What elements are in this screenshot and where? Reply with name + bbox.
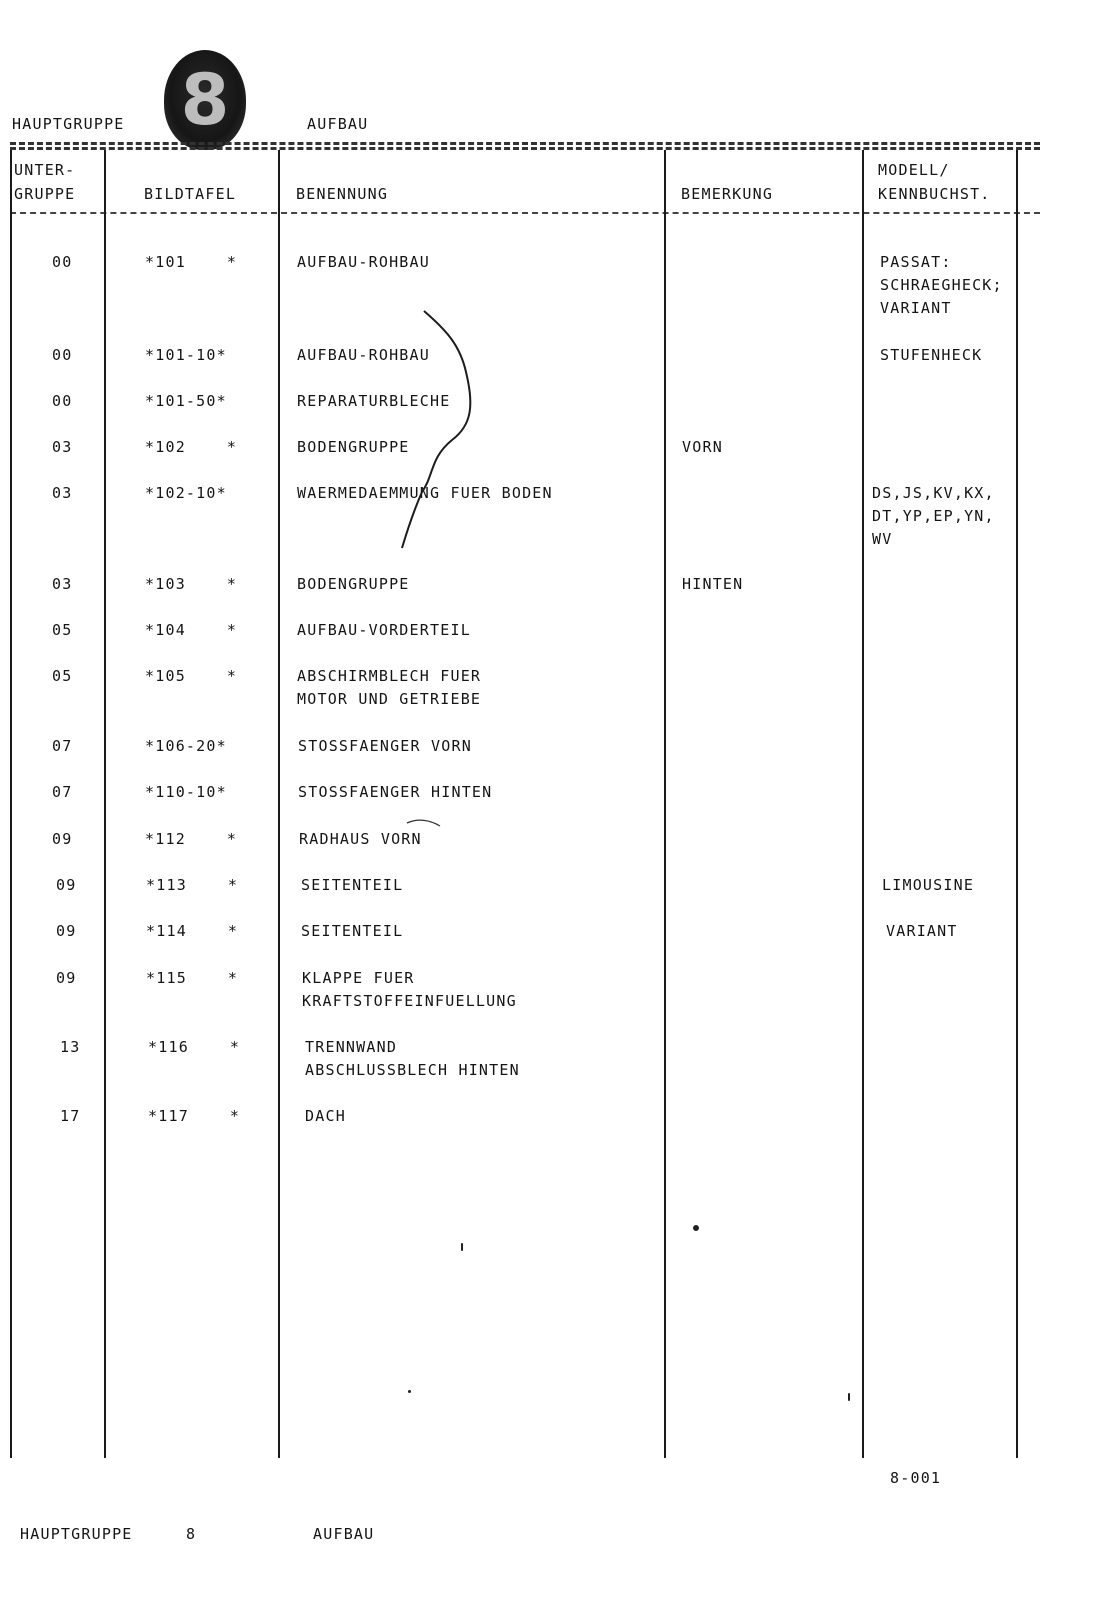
column-separator	[1016, 150, 1018, 1458]
row-bildtafel: *114 *	[146, 922, 239, 940]
row-gruppe: 17	[60, 1107, 81, 1125]
row-benennung: REPARATURBLECHE	[297, 392, 451, 410]
row-gruppe: 00	[52, 392, 73, 410]
row-gruppe: 09	[56, 922, 77, 940]
col-modell-line1: MODELL/	[878, 161, 950, 179]
page-title: AUFBAU	[307, 115, 369, 133]
row-gruppe: 09	[56, 876, 77, 894]
row-modell: LIMOUSINE	[882, 876, 975, 894]
row-gruppe: 07	[52, 737, 73, 755]
column-separator	[104, 150, 106, 1458]
row-gruppe: 03	[52, 484, 73, 502]
row-bildtafel: *101-10*	[145, 346, 227, 364]
row-bildtafel: *106-20*	[145, 737, 227, 755]
column-separator	[278, 150, 280, 1458]
row-benennung: MOTOR UND GETRIEBE	[297, 690, 482, 708]
header-double-rule	[10, 142, 1040, 145]
ink-speck	[408, 1390, 411, 1393]
row-modell: WV	[872, 530, 893, 548]
row-bildtafel: *112 *	[145, 830, 238, 848]
row-benennung: SEITENTEIL	[301, 922, 404, 940]
row-bildtafel: *101-50*	[145, 392, 227, 410]
row-benennung: AUFBAU-ROHBAU	[297, 253, 430, 271]
row-benennung: AUFBAU-ROHBAU	[297, 346, 430, 364]
row-benennung: WAERMEDAEMMUNG FUER BODEN	[297, 484, 553, 502]
row-benennung: KLAPPE FUER	[302, 969, 415, 987]
page-number: 8-001	[890, 1469, 942, 1487]
row-bildtafel: *116 *	[148, 1038, 241, 1056]
row-gruppe: 05	[52, 621, 73, 639]
row-gruppe: 00	[52, 253, 73, 271]
row-bemerkung: VORN	[682, 438, 723, 456]
footer-title: AUFBAU	[313, 1525, 375, 1543]
row-bildtafel: *105 *	[145, 667, 238, 685]
row-benennung: TRENNWAND	[305, 1038, 398, 1056]
row-benennung: BODENGRUPPE	[297, 575, 410, 593]
ink-speck	[693, 1225, 699, 1231]
row-modell: VARIANT	[886, 922, 958, 940]
row-gruppe: 00	[52, 346, 73, 364]
row-gruppe: 09	[52, 830, 73, 848]
header-double-rule-2	[10, 147, 1040, 150]
row-modell: DT,YP,EP,YN,	[872, 507, 995, 525]
col-untergruppe-line2: GRUPPE	[14, 185, 76, 203]
row-benennung: DACH	[305, 1107, 346, 1125]
hauptgruppe-label: HAUPTGRUPPE	[12, 115, 125, 133]
row-gruppe: 07	[52, 783, 73, 801]
col-modell-line2: KENNBUCHST.	[878, 185, 991, 203]
row-benennung: STOSSFAENGER VORN	[298, 737, 472, 755]
row-bildtafel: *102-10*	[145, 484, 227, 502]
row-bildtafel: *101 *	[145, 253, 238, 271]
ink-speck	[848, 1393, 850, 1401]
column-header-rule	[10, 212, 1040, 214]
pen-stroke-tick	[407, 820, 440, 826]
ink-speck	[461, 1243, 463, 1251]
group-number-badge	[164, 50, 246, 150]
row-gruppe: 09	[56, 969, 77, 987]
row-modell: SCHRAEGHECK;	[880, 276, 1003, 294]
row-modell: DS,JS,KV,KX,	[872, 484, 995, 502]
column-separator	[664, 150, 666, 1458]
row-bildtafel: *110-10*	[145, 783, 227, 801]
row-benennung: ABSCHLUSSBLECH HINTEN	[305, 1061, 520, 1079]
col-untergruppe-line1: UNTER-	[14, 161, 76, 179]
col-bemerkung: BEMERKUNG	[681, 185, 774, 203]
row-modell: VARIANT	[880, 299, 952, 317]
row-bildtafel: *115 *	[146, 969, 239, 987]
column-separator	[862, 150, 864, 1458]
column-separator	[10, 150, 12, 1458]
row-bildtafel: *113 *	[146, 876, 239, 894]
row-bildtafel: *103 *	[145, 575, 238, 593]
row-gruppe: 13	[60, 1038, 81, 1056]
row-benennung: ABSCHIRMBLECH FUER	[297, 667, 482, 685]
row-gruppe: 03	[52, 575, 73, 593]
group-number: 8	[180, 59, 230, 141]
row-bildtafel: *117 *	[148, 1107, 241, 1125]
row-benennung: RADHAUS VORN	[299, 830, 422, 848]
row-gruppe: 05	[52, 667, 73, 685]
row-bemerkung: HINTEN	[682, 575, 744, 593]
row-modell: PASSAT:	[880, 253, 952, 271]
row-modell: STUFENHECK	[880, 346, 983, 364]
row-bildtafel: *104 *	[145, 621, 238, 639]
row-benennung: KRAFTSTOFFEINFUELLUNG	[302, 992, 517, 1010]
row-bildtafel: *102 *	[145, 438, 238, 456]
row-gruppe: 03	[52, 438, 73, 456]
row-benennung: SEITENTEIL	[301, 876, 404, 894]
row-benennung: AUFBAU-VORDERTEIL	[297, 621, 471, 639]
col-benennung: BENENNUNG	[296, 185, 389, 203]
footer-hauptgruppe-label: HAUPTGRUPPE	[20, 1525, 133, 1543]
row-benennung: STOSSFAENGER HINTEN	[298, 783, 493, 801]
row-benennung: BODENGRUPPE	[297, 438, 410, 456]
col-bildtafel: BILDTAFEL	[144, 185, 237, 203]
footer-group-number: 8	[186, 1525, 197, 1543]
